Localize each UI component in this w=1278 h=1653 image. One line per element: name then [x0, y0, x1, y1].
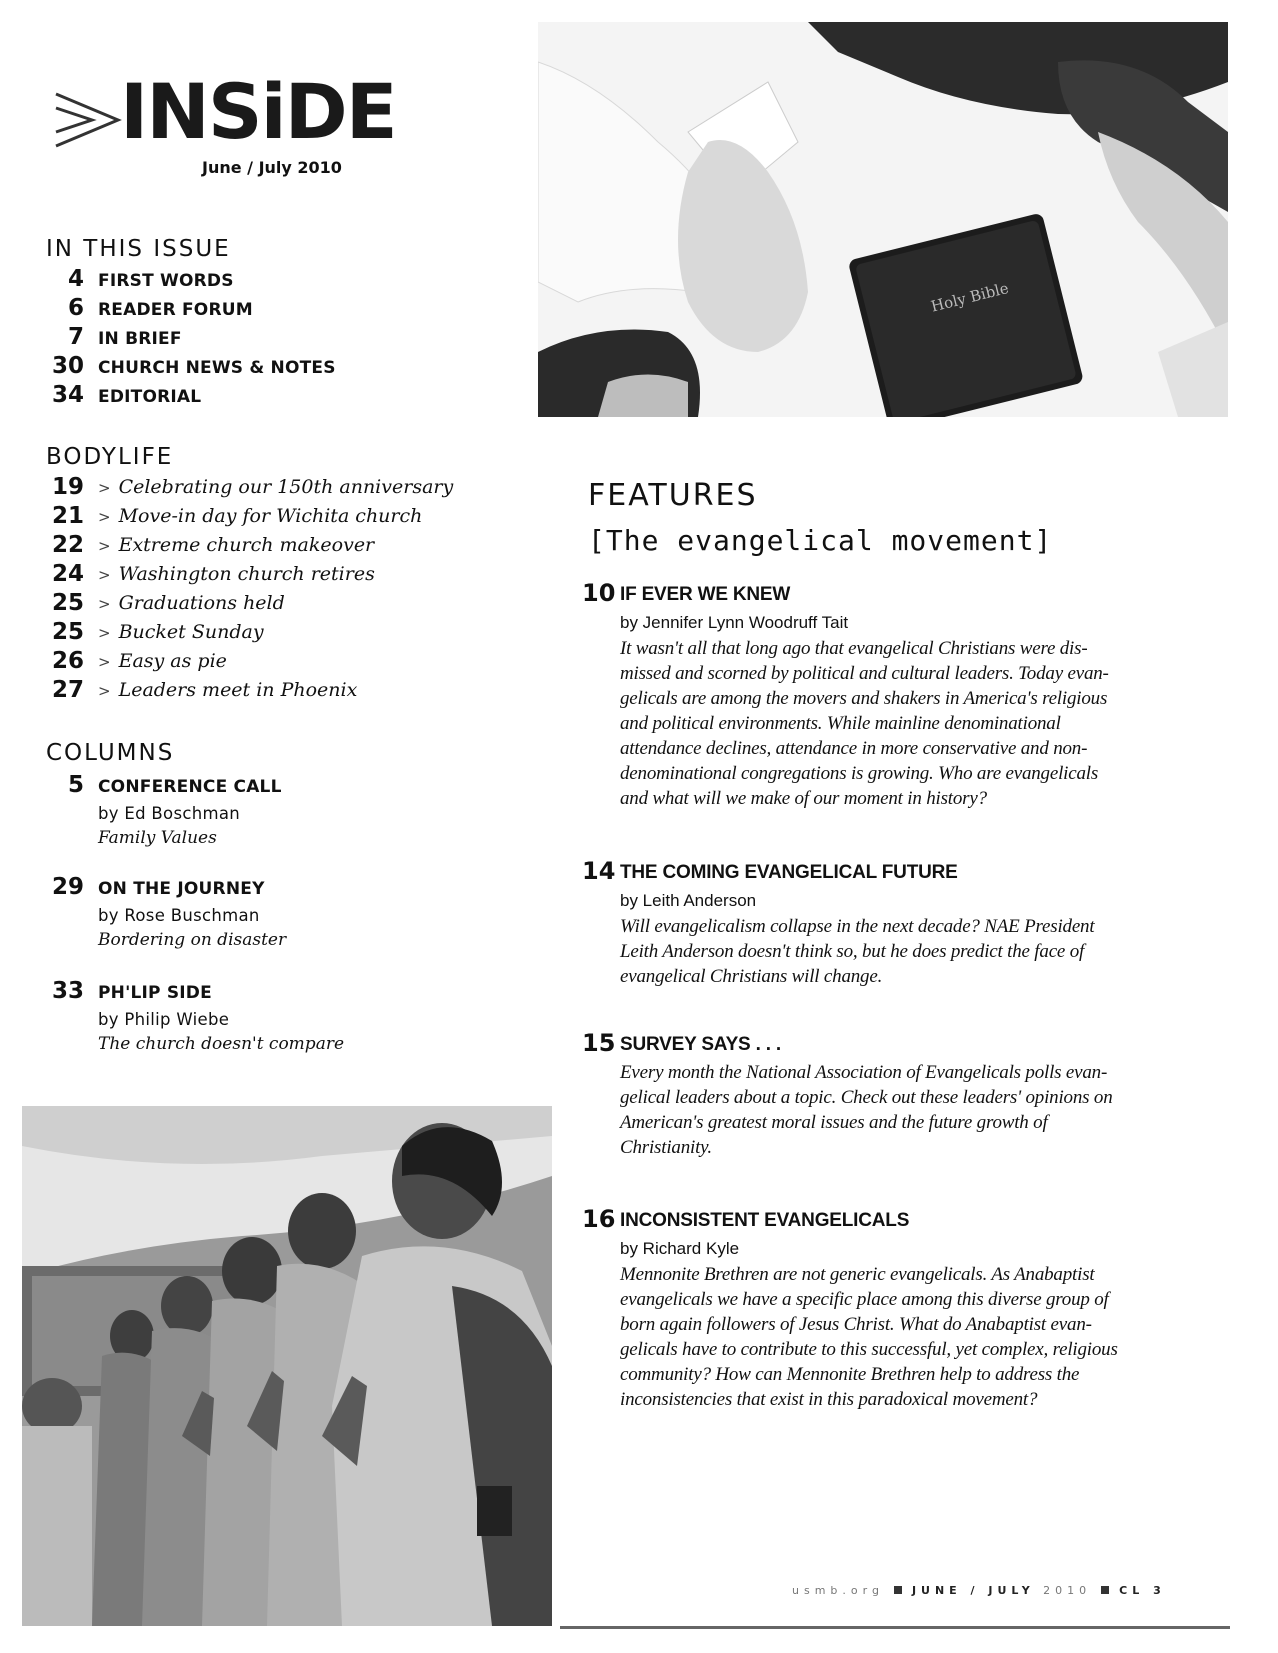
byline: by Richard Kyle: [620, 1239, 740, 1258]
page-number: 33: [51, 978, 84, 1004]
women-praying-photo: [22, 1106, 552, 1626]
page-number: 29: [51, 874, 84, 900]
features-subheading: [The evangelical movement]: [588, 524, 1053, 557]
footer-issue: JUNE / JULY: [911, 1584, 1035, 1597]
page-number: 24: [51, 561, 84, 587]
columns-heading: COLUMNS: [46, 740, 175, 766]
column-subtitle: Family Values: [98, 828, 217, 848]
page-number: 19: [51, 474, 84, 500]
item-title: Move-in day for Wichita church: [118, 505, 423, 527]
item-title: IN BRIEF: [98, 329, 182, 349]
page-number: 34: [51, 382, 84, 408]
feature-title: INCONSISTENT EVANGELICALS: [620, 1210, 910, 1231]
page-number: 6: [67, 295, 84, 321]
list-item[interactable]: [46, 978, 476, 1006]
masthead: [52, 67, 422, 178]
feature-title: IF EVER WE KNEW: [620, 584, 791, 605]
hands-bible-photo: [538, 22, 1228, 417]
list-item[interactable]: [46, 532, 476, 560]
page-number: 30: [51, 353, 84, 379]
site-url: usmb.org: [792, 1584, 884, 1597]
square-bullet-icon: [1101, 1586, 1109, 1594]
chevron-right-icon: [52, 88, 124, 152]
byline: by Rose Buschman: [98, 906, 260, 925]
marker-icon: >: [98, 595, 111, 613]
feature-description: Every month the National Association of Evangelicals polls evan- gelical leaders about a topic. Check out these leaders' opinions on American's greatest moral issues and the future growth of Christianity.: [620, 1062, 1113, 1158]
page-number: 14: [582, 857, 616, 885]
item-title: CONFERENCE CALL: [98, 777, 282, 797]
list-item[interactable]: [46, 266, 476, 294]
square-bullet-icon: [894, 1586, 902, 1594]
issue-date: June / July 2010: [202, 158, 342, 177]
list-item[interactable]: [46, 772, 476, 800]
item-title: PH'LIP SIDE: [98, 983, 212, 1003]
item-title: READER FORUM: [98, 300, 253, 320]
item-title: Extreme church makeover: [118, 534, 375, 556]
column-subtitle: Bordering on disaster: [98, 930, 287, 950]
list-item[interactable]: [46, 295, 476, 323]
page-number: 27: [51, 677, 84, 703]
item-title: EDITORIAL: [98, 387, 202, 407]
in-this-issue-heading: IN THIS ISSUE: [46, 236, 231, 262]
item-title: Leaders meet in Phoenix: [118, 679, 358, 701]
bodylife-heading: BODYLIFE: [46, 444, 174, 470]
feature-title: SURVEY SAYS . . .: [620, 1034, 781, 1055]
byline: by Ed Boschman: [98, 804, 241, 823]
page-number: 15: [582, 1029, 616, 1057]
page-number: 22: [51, 532, 84, 558]
list-item[interactable]: [46, 561, 476, 589]
item-title: Bucket Sunday: [118, 621, 264, 643]
list-item[interactable]: [46, 324, 476, 352]
footer-year: 2010: [1043, 1584, 1092, 1597]
bible-title: Holy Bible: [929, 279, 1011, 316]
page-number: 4: [67, 266, 84, 292]
list-item[interactable]: [46, 474, 476, 502]
list-item[interactable]: [46, 874, 476, 902]
item-title: ON THE JOURNEY: [98, 879, 265, 899]
marker-icon: >: [98, 682, 111, 700]
feature-title: THE COMING EVANGELICAL FUTURE: [620, 862, 958, 883]
list-item[interactable]: [46, 590, 476, 618]
byline: by Philip Wiebe: [98, 1010, 230, 1029]
list-item[interactable]: [46, 677, 476, 705]
list-item[interactable]: [46, 353, 476, 381]
byline: by Jennifer Lynn Woodruff Tait: [620, 613, 849, 632]
byline: by Leith Anderson: [620, 891, 757, 910]
item-title: Easy as pie: [118, 650, 227, 672]
page-number: 26: [51, 648, 84, 674]
marker-icon: >: [98, 653, 111, 671]
page-footer: [792, 1584, 1166, 1597]
marker-icon: >: [98, 624, 111, 642]
list-item[interactable]: [46, 503, 476, 531]
page-label: CL 3: [1119, 1584, 1166, 1597]
list-item[interactable]: [46, 382, 476, 410]
list-item[interactable]: [46, 619, 476, 647]
page-number: 25: [51, 590, 84, 616]
feature-description: Mennonite Brethren are not generic evangelicals. As Anabaptist evangelicals we have a specific place among this diverse group of born again followers of Jesus Christ. What do Anabaptist evan- gelicals have to contribute to this successful, yet complex, religious community? How can Mennonite Brethren help to address the inconsistencies that exist in this paradoxical movement?: [620, 1264, 1118, 1410]
footer-rule: [560, 1626, 1230, 1629]
feature-description: It wasn't all that long ago that evangelical Christians were dis- missed and scorned by political and cultural leaders. Today evan- gelicals are among the movers and shakers in America's religious and political environments. While mainline denominational attendance declines, attendance in more conservative and non- denominational congregations is growing. Who are evangelicals and what will we make of our moment in history?: [620, 638, 1109, 809]
item-title: Graduations held: [118, 592, 285, 614]
marker-icon: >: [98, 537, 111, 555]
item-title: Celebrating our 150th anniversary: [118, 476, 454, 498]
column-subtitle: The church doesn't compare: [98, 1034, 345, 1054]
page-number: 5: [67, 772, 84, 798]
item-title: FIRST WORDS: [98, 271, 234, 291]
list-item[interactable]: [46, 648, 476, 676]
feature-description: Will evangelicalism collapse in the next decade? NAE President Leith Anderson doesn't think so, but he does predict the face of evangelical Christians will change.: [620, 916, 1095, 987]
item-title: Washington church retires: [118, 563, 375, 585]
page-number: 21: [51, 503, 84, 529]
features-heading: FEATURES: [588, 478, 758, 513]
page-number: 10: [582, 579, 616, 607]
page-number: 16: [582, 1205, 616, 1233]
page-number: 25: [51, 619, 84, 645]
marker-icon: >: [98, 566, 111, 584]
item-title: CHURCH NEWS & NOTES: [98, 358, 336, 378]
marker-icon: >: [98, 479, 111, 497]
marker-icon: >: [98, 508, 111, 526]
page-number: 7: [67, 324, 84, 350]
masthead-title: INSiDE: [120, 67, 396, 156]
